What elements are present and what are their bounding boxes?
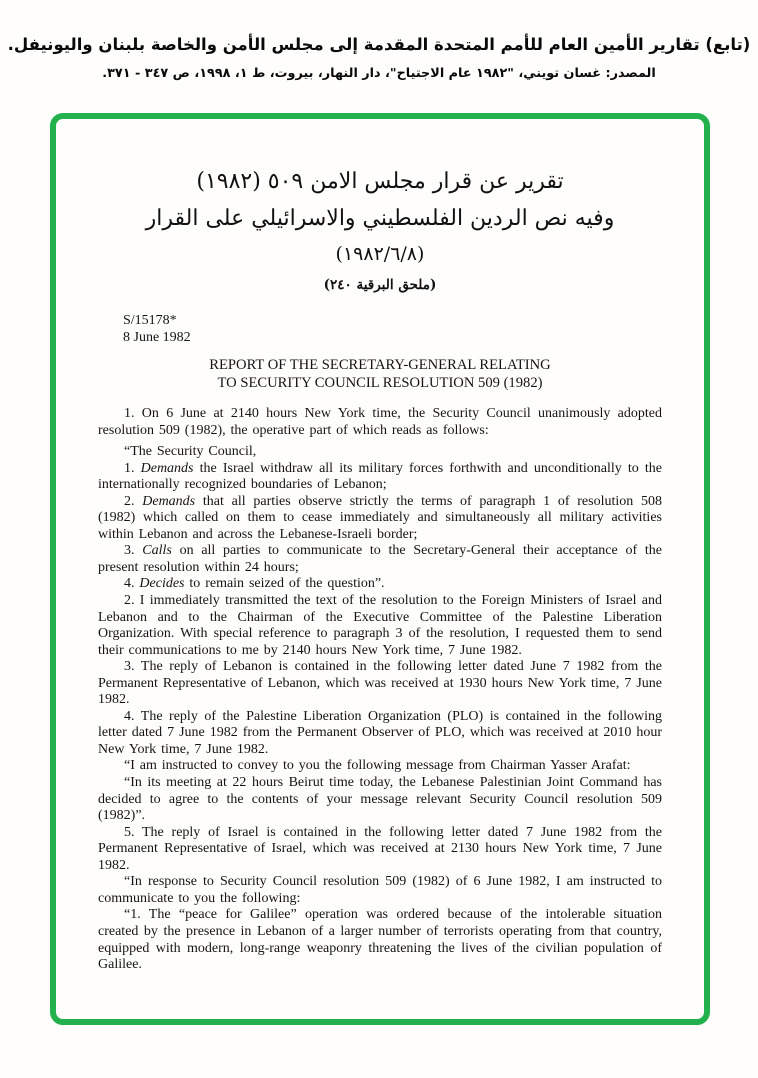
arabic-title-date: (١٩٨٢/٦/٨) — [335, 243, 425, 265]
body-paragraph — [98, 709, 662, 759]
text-segment: 4. The reply of the Palestine Liberation Organization (PLO) is contained in the following letter dated 7 June 1982 from the Permanent Observer of PLO, which was received at 2010 hour New York time, 7 June 1982. — [98, 708, 662, 757]
text-segment: 4. — [124, 576, 140, 592]
document-title-line-2: TO SECURITY COUNCIL RESOLUTION 509 (1982) — [217, 374, 543, 391]
arabic-title-annex-note: (ملحق البرقية ٢٤٠) — [323, 277, 437, 293]
text-segment: to remain seized of the question”. — [184, 576, 385, 592]
body-paragraph — [98, 406, 662, 439]
text-segment: on all parties to communicate to the Secretary-General their acceptance of the present resolution within 24 hours; — [98, 543, 662, 575]
body-paragraph — [98, 758, 662, 775]
text-segment: “In its meeting at 22 hours Beirut time today, the Lebanese Palestinian Joint Command has decided to agree to the contents of your message relevant Security Council resolution 509 (1982)”. — [98, 775, 662, 824]
document-symbol: S/15178* — [123, 313, 177, 328]
arabic-title-block — [56, 163, 704, 299]
text-segment: 3. — [124, 543, 143, 559]
text-segment: “I am instructed to convey to you the following message from Chairman Yasser Arafat: — [124, 758, 631, 774]
body-paragraph — [98, 825, 662, 875]
body-paragraph — [98, 543, 662, 576]
body-paragraph — [98, 444, 662, 461]
arabic-title-line-1: تقرير عن قرار مجلس الامن ٥٠٩ (١٩٨٢) — [196, 169, 564, 194]
text-segment: that all parties observe strictly the terms of paragraph 1 of resolution 508 (1982) which called on them to cease immediately and simultaneously all military activities within Lebanon and across the Lebanese-Israeli border; — [98, 493, 662, 542]
text-segment: 2. — [124, 493, 143, 509]
text-segment: 5. The reply of Israel is contained in the following letter dated 7 June 1982 from the Permanent Representative of Israel, which was received at 2130 hours New York time, 7 June 1982. — [98, 824, 662, 873]
text-segment: Demands — [142, 493, 196, 509]
text-segment: “In response to Security Council resolution 509 (1982) of 6 June 1982, I am instructed to communicate to you the following: — [98, 874, 662, 906]
body-paragraph — [98, 494, 662, 544]
document-frame — [50, 113, 710, 1025]
text-segment: Calls — [142, 543, 172, 559]
text-segment: 1. — [124, 460, 141, 476]
text-segment: “1. The “peace for Galilee” operation was ordered because of the intolerable situation created by the presence in Lebanon of a larger number of terrorists operating from that country, equipped with modern, long-range weaponry threatening the lives of the civilian population of Galilee. — [98, 907, 662, 973]
text-segment: “The Security Council, — [124, 444, 257, 460]
text-segment: the Israel withdraw all its military forces forthwith and unconditionally to the internationally recognized boundaries of Lebanon; — [98, 460, 662, 493]
document-title — [98, 357, 662, 392]
body-paragraph — [98, 461, 662, 494]
header-title-arabic: (تابع) تقارير الأمين العام للأمم المتحدة المقدمة إلى مجلس الأمن والخاصة بلبنان واليونيفل. — [7, 35, 751, 54]
header-source-line-arabic: المصدر: غسان تويني، "١٩٨٢ عام الاجتياح"، دار النهار، بيروت، ط ١، ١٩٩٨، ص ٣٤٧ - ٣٧١. — [102, 66, 656, 81]
page-header-arabic — [0, 33, 758, 84]
text-segment: Decides — [139, 576, 185, 592]
text-segment: Demands — [140, 460, 194, 476]
arabic-title-line-2: وفيه نص الردين الفلسطيني والاسرائيلي على القرار — [145, 206, 615, 231]
body-paragraph — [98, 659, 662, 709]
document-title-line-1: REPORT OF THE SECRETARY-GENERAL RELATING — [209, 357, 551, 373]
body-paragraph — [98, 576, 662, 593]
body-paragraph — [98, 874, 662, 907]
body-paragraph — [98, 593, 662, 659]
text-segment: 2. I immediately transmitted the text of the resolution to the Foreign Ministers of Israel and Lebanon and to the Chairman of the Executive Committee of the Palestine Liberation Organization. With special reference to paragraph 3 of the resolution, I requested them to send their communications to me by 2140 hours New York time, 7 June 1982. — [98, 593, 662, 658]
document-date: 8 June 1982 — [123, 329, 191, 345]
body-paragraph — [98, 775, 662, 825]
body-paragraph — [98, 907, 662, 973]
text-segment: 1. On 6 June at 2140 hours New York time, the Security Council unanimously adopted resolution 509 (1982), the operative part of which reads as follows: — [98, 406, 662, 438]
document-body — [98, 406, 662, 974]
text-segment: 3. The reply of Lebanon is contained in the following letter dated June 7 1982 from the Permanent Representative of Lebanon, which was received at 1930 hours New York time, 7 June 1982. — [98, 659, 662, 708]
document-reference-block — [123, 313, 191, 346]
